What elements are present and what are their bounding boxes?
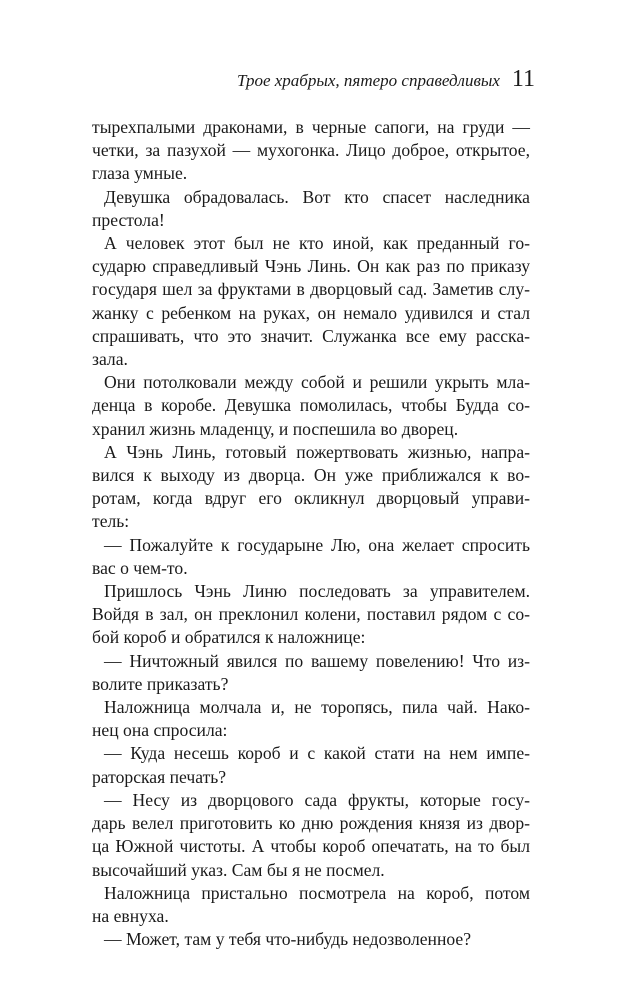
page-number: 11	[511, 66, 535, 92]
text-line: спрашивать, что это значит. Служанка все ему расска-	[92, 325, 530, 346]
text-line: А человек этот был не кто иной, как преданный го-	[104, 233, 530, 254]
text-line: престола!	[92, 209, 165, 230]
text-line: денца в коробе. Девушка помолилась, чтобы Будда со-	[92, 395, 530, 416]
text-line: зала.	[92, 349, 128, 370]
text-line: — Несу из дворцового сада фрукты, которые госу-	[104, 789, 530, 810]
text-line: бой короб и обратился к наложнице:	[92, 627, 366, 648]
text-line: жанку с ребенком на руках, он немало удивился и стал	[92, 302, 530, 323]
text-line: Наложница пристально посмотрела на короб, потом	[104, 882, 530, 903]
text-line: нец она спросила:	[92, 720, 228, 741]
text-line: дарь велел приготовить ко дню рождения князя из двор-	[92, 813, 530, 834]
text-line: тырехпалыми драконами, в черные сапоги, на груди —	[92, 117, 530, 137]
text-line: тель:	[92, 511, 130, 532]
text-line: А Чэнь Линь, готовый пожертвовать жизнью, напра-	[104, 441, 530, 462]
text-line: на евнуха.	[92, 905, 169, 926]
text-line: волите приказать?	[92, 673, 229, 694]
text-line: вился к выходу из дворца. Он уже приближался к во-	[92, 465, 530, 486]
text-line: Войдя в зал, он преклонил колени, поставил рядом с со-	[92, 604, 530, 625]
text-line: ца Южной чистоты. А чтобы короб опечатать, на то был	[92, 836, 530, 857]
text-line: вас о чем-то.	[92, 557, 188, 578]
text-line: глаза умные.	[92, 163, 188, 184]
text-line: высочайший указ. Сам бы я не посмел.	[92, 859, 385, 880]
running-title: Трое храбрых, пятеро справедливых	[236, 71, 500, 90]
text-line: — Пожалуйте к государыне Лю, она желает спросить	[104, 534, 530, 555]
text-line: хранил жизнь младенцу, и поспешила во дворец.	[92, 418, 459, 439]
text-line: сударю справедливый Чэнь Линь. Он как раз по приказу	[92, 256, 530, 277]
text-line: Пришлось Чэнь Линю последовать за управителем.	[104, 581, 530, 602]
text-line: Они потолковали между собой и решили укрыть мла-	[104, 372, 530, 393]
body-text	[92, 116, 530, 951]
text-line: — Может, там у тебя что-нибудь недозволенное?	[104, 929, 472, 950]
text-line: государя шел за фруктами в дворцовый сад. Заметив слу-	[92, 279, 530, 300]
text-line: раторская печать?	[92, 766, 227, 787]
text-line: Девушка обрадовалась. Вот кто спасет наследника	[104, 186, 530, 207]
page-header	[237, 66, 535, 93]
text-line: четки, за пазухой — мухогонка. Лицо доброе, открытое,	[92, 140, 530, 161]
text-line: — Ничтожный явился по вашему повелению! Что из-	[104, 650, 530, 671]
text-line: Наложница молчала и, не торопясь, пила чай. Нако-	[104, 697, 530, 718]
text-line: ротам, когда вдруг его окликнул дворцовый управи-	[92, 488, 530, 509]
text-line: — Куда несешь короб и с какой стати на нем импе-	[104, 743, 530, 764]
